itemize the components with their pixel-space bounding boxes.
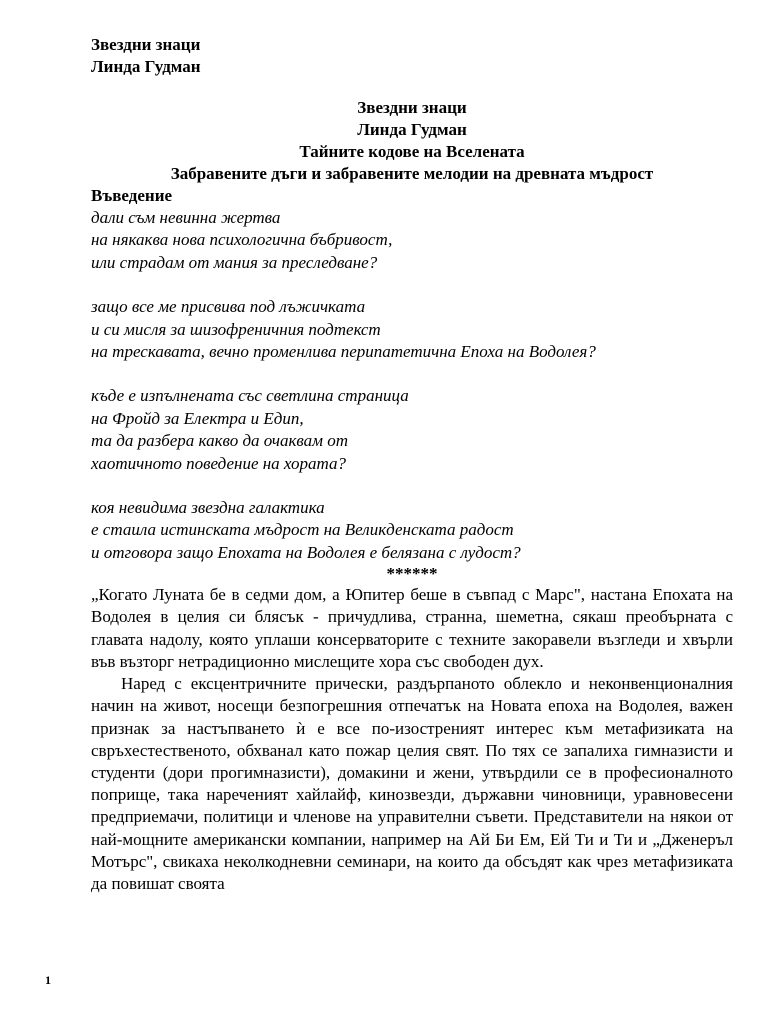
document-page: [91, 34, 733, 895]
body-paragraph: Наред с ексцентричните прически, раздърпаното облекло и неконвенционалния начин на живот, носещи безпогрешния отпечатък на Новата епоха на Водолея, важен признак за настъпването ѝ е все по-изостреният интерес към метафизиката на свръхестественото, обхванал като пожар целия свят. По тях се запалиха гимназисти и студенти (дори прогимназисти), домакини и жени, утвърдили се в професионалното поприще, така нареченият хайлайф, кинозвезди, държавни чиновници, уравновесени предприемачи, политици и членове на управителни съвети. Представители на някои от най-мощните американски компании, например на Ай Би Ем, Ей Ти и Ти и „Дженеръл Мотърс", свикаха неколкодневни семинари, на които да обсъдят как чрез метафизиката да повишат своята: [91, 674, 733, 893]
section-separator: ******: [386, 564, 438, 584]
poem-line: е стаила истинската мъдрост на Великденската радост: [91, 520, 514, 540]
poem-line: на трескавата, вечно променлива перипатетична Епоха на Водолея?: [91, 342, 596, 362]
book-title: Звездни знаци: [357, 98, 467, 117]
poem-line: на Фройд за Електра и Едип,: [91, 408, 304, 428]
poem-line: или страдам от мания за преследване?: [91, 252, 378, 272]
poem: [91, 207, 733, 564]
poem-line: хаотичното поведение на хората?: [91, 453, 347, 473]
poem-line: та да разбера какво да очаквам от: [91, 431, 349, 451]
page-number: 1: [45, 973, 51, 987]
header-title: Звездни знаци: [91, 35, 201, 54]
title-block: [91, 97, 733, 185]
book-subtitle: Тайните кодове на Вселената: [299, 142, 525, 161]
poem-line: къде е изпълнената със светлина страница: [91, 386, 409, 406]
intro-heading: Въведение: [91, 186, 173, 205]
poem-line: и си мисля за шизофреничния подтекст: [91, 319, 381, 339]
poem-stanza: [91, 385, 733, 475]
body-paragraph: „Когато Луната бе в седми дом, а Юпитер беше в съвпад с Марс", настана Епохата на Водолея в целия си блясък - причудлива, странна, шеметна, сякаш преобърната с главата надолу, която уплаши консерваторите с техните закоравели възгледи и хвърли във възторг нетрадиционно мислещите хора със свободен дух.: [91, 585, 733, 671]
poem-line: дали съм невинна жертва: [91, 208, 281, 227]
poem-line: защо все ме присвива под лъжичката: [91, 297, 366, 317]
book-subtitle-2: Забравените дъги и забравените мелодии на древната мъдрост: [170, 164, 654, 183]
poem-stanza: [91, 296, 733, 363]
poem-stanza: [91, 207, 733, 274]
poem-line: коя невидима звездна галактика: [91, 498, 325, 518]
poem-line: и отговора защо Епохата на Водолея е белязана с лудост?: [91, 542, 521, 562]
poem-stanza: [91, 497, 733, 564]
header-author: Линда Гудман: [91, 57, 201, 76]
poem-line: на някаква нова психологична бъбривост,: [91, 230, 393, 250]
book-author: Линда Гудман: [357, 120, 467, 139]
